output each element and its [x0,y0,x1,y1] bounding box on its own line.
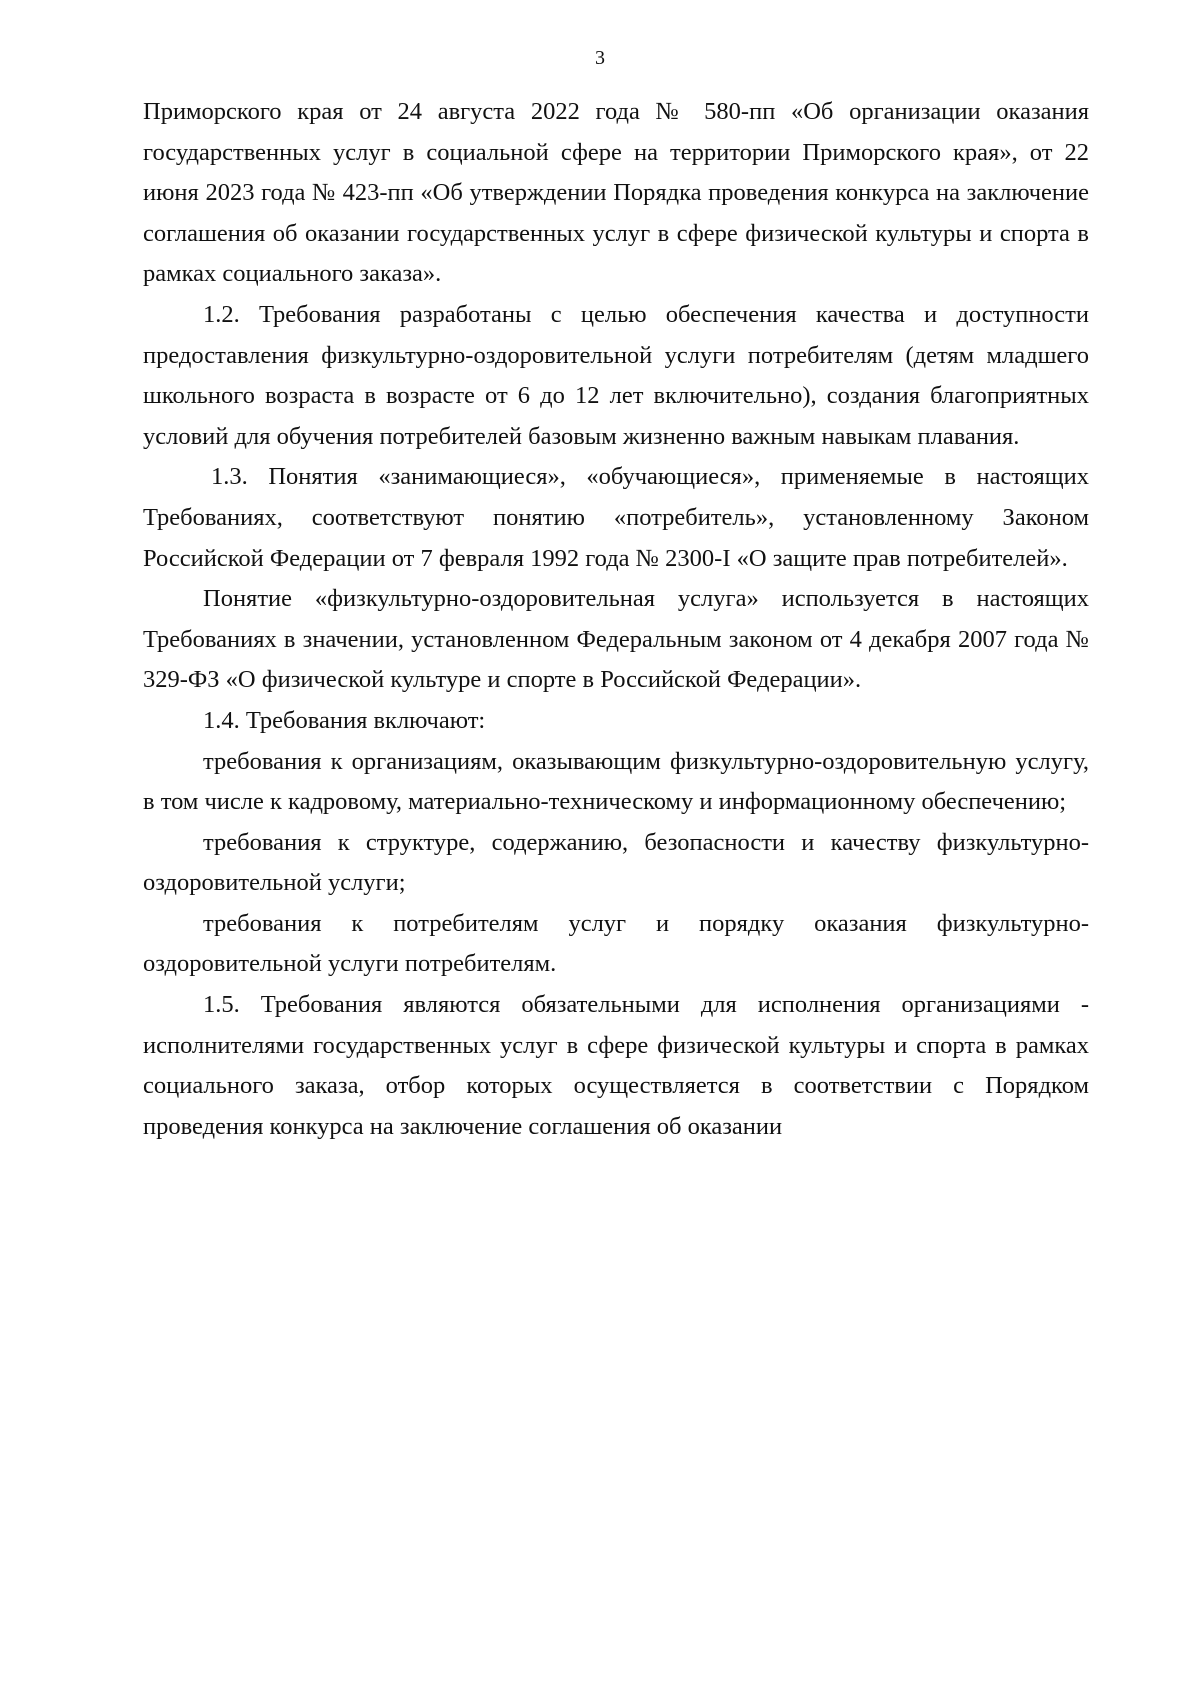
paragraph-1-3: 1.3. Понятия «занимающиеся», «обучающиеся», применяемые в настоящих Требованиях, соответствуют понятию «потребитель», установленному Законом Российской Федерации от 7 февраля 1992 года № 2300-I «О защите прав потребителей». [143,463,1089,572]
document-body [143,92,1089,1147]
paragraph-1-4: 1.4. Требования включают: [203,706,486,734]
paragraph-1-4-structure: требования к структуре, содержанию, безопасности и качеству физкультурно-оздоровительной услуги; [143,828,1089,897]
paragraph-1-4-consumers: требования к потребителям услуг и порядку оказания физкультурно-оздоровительной услуги потребителям. [143,909,1089,978]
paragraph-continuation: Приморского края от 24 августа 2022 года № 580-пп «Об организации оказания государственных услуг в социальной сфере на территории Приморского края», от 22 июня 2023 года № 423-пп «Об утверждении Порядка проведения конкурса на заключение соглашения об оказании государственных услуг в сфере физической культуры и спорта в рамках социального заказа». [143,98,1089,288]
page-number: 3 [595,47,605,69]
paragraph-1-2: 1.2. Требования разработаны с целью обеспечения качества и доступности предоставления физкультурно-оздоровительной услуги потребителям (детям младшего школьного возраста в возрасте от 6 до 12 лет включительно), создания благоприятных условий для обучения потребителей базовым жизненно важным навыкам плавания. [143,300,1089,450]
paragraph-1-5: 1.5. Требования являются обязательными для исполнения организациями - исполнителями государственных услуг в сфере физической культуры и спорта в рамках социального заказа, отбор которых осуществляется в соответствии с Порядком проведения конкурса на заключение соглашения об оказании [143,991,1089,1140]
paragraph-1-4-organizations: требования к организациям, оказывающим физкультурно-оздоровительную услугу, в том числе к кадровому, материально-техническому и информационному обеспечению; [143,747,1089,816]
paragraph-1-3-definition: Понятие «физкультурно-оздоровительная услуга» используется в настоящих Требованиях в значении, установленном Федеральным законом от 4 декабря 2007 года № 329-ФЗ «О физической культуре и спорте в Российской Федерации». [143,585,1089,694]
